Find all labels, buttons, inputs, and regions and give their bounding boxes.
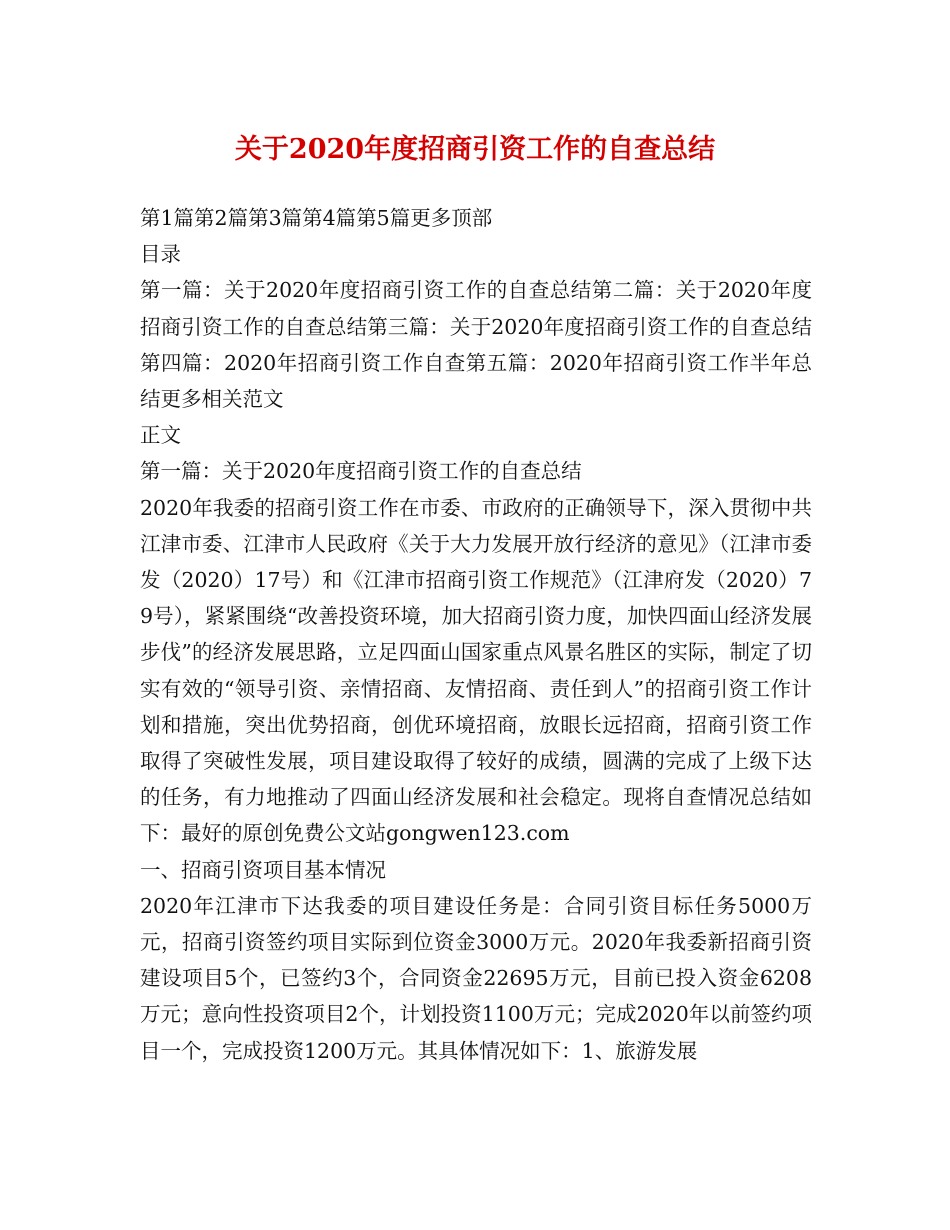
toc-nav-line: 第1篇第2篇第3篇第4篇第5篇更多顶部	[140, 206, 493, 230]
body-paragraph: 2020年江津市下达我委的项目建设任务是：合同引资目标任务5000万元，招商引资签约项目实际到位资金3000万元。2020年我委新招商引资建设项目5个，已签约3个，合同资金22695万元，目前已投入资金6208万元；意向性投资项目2个，计划投资1100万元；完成2020年以前签约项目一个，完成投资1200万元。其具体情况如下：1、旅游发展	[140, 893, 812, 1063]
main-heading: 正文	[140, 423, 181, 448]
body-paragraph: 2020年我委的招商引资工作在市委、市政府的正确领导下，深入贯彻中共江津市委、江津市人民政府《关于大力发展开放行经济的意见》（江津市委发（2020）17号）和《江津市招商引资工作规范》（江津府发（2020）79号），紧紧围绕“改善投资环境，加大招商引资力度，加快四面山经济发展步伐”的经济发展思路，立足四面山国家重点风景名胜区的实际，制定了切实有效的“领导引资、亲情招商、友情招商、责任到人”的招商引资工作计划和措施，突出优势招商，创优环境招商，放眼长远招商，招商引资工作取得了突破性发展，项目建设取得了较好的成绩，圆满的完成了上级下达的任务，有力地推动了四面山经济发展和社会稳定。现将自查情况总结如下：最好的原创免费公文站gongwen123.com	[140, 495, 812, 846]
section-heading: 一、招商引资项目基本情况	[140, 857, 386, 882]
toc-heading: 目录	[140, 242, 181, 267]
article-1-title: 第一篇：关于2020年度招商引资工作的自查总结	[140, 459, 582, 484]
document-body	[140, 200, 812, 1069]
document-title: 关于2020年度招商引资工作的自查总结	[234, 134, 716, 165]
toc-list: 第一篇：关于2020年度招商引资工作的自查总结第二篇：关于2020年度招商引资工作的自查总结第三篇：关于2020年度招商引资工作的自查总结第四篇：2020年招商引资工作自查第五篇：2020年招商引资工作半年总结更多相关范文	[140, 278, 812, 412]
